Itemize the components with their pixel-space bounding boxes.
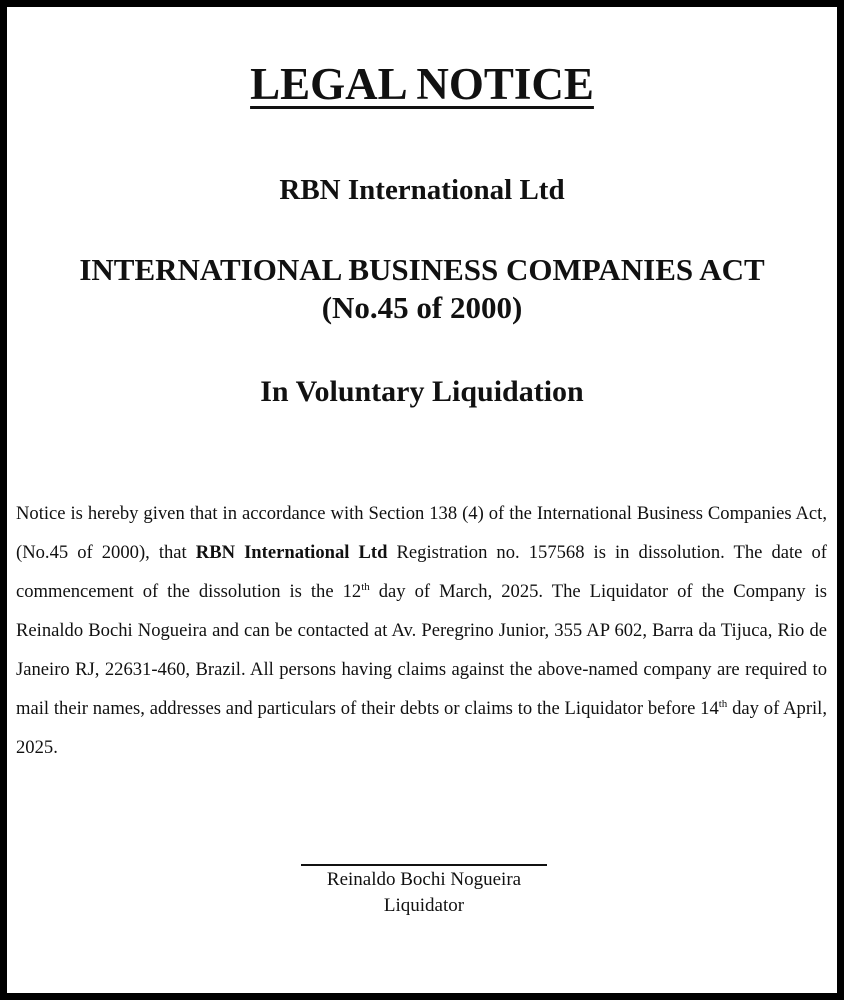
body-text-part1: Notice is hereby given that in accordance with Section 138 (4) of the International Business Companies Act, (No.45 of 2000), that — [16, 503, 827, 563]
company-name: RBN International Ltd — [279, 174, 565, 206]
signatory-role: Liquidator — [383, 895, 465, 916]
body-text-part4: day of April, 2025. — [16, 698, 827, 758]
act-heading-line1: INTERNATIONAL BUSINESS COMPANIES ACT — [79, 252, 765, 287]
signature-line — [301, 864, 547, 866]
act-heading — [7, 251, 837, 327]
ordinal-suffix-april: th — [718, 698, 728, 710]
notice-body-paragraph — [16, 494, 827, 767]
body-text-part3: day of March, 2025. The Liquidator of the Company is Reinaldo Bochi Nogueira and can be contacted at Av. Peregrino Junior, 355 AP 602, Barra da Tijuca, Rio de Janeiro RJ, 22631-460, Brazil. All persons having claims against the above-named company are required to mail their names, addresses and particulars of their debts or claims to the Liquidator before 14 — [16, 581, 827, 719]
ordinal-suffix-march: th — [361, 581, 370, 593]
liquidation-status: In Voluntary Liquidation — [260, 375, 584, 408]
signatory-name: Reinaldo Bochi Nogueira — [326, 869, 522, 890]
body-text-part2: Registration no. 157568 is in dissolution. The date of commencement of the dissolution is the 12 — [16, 542, 827, 602]
act-heading-line2: (No.45 of 2000) — [321, 290, 523, 325]
body-company-name: RBN International Ltd — [195, 542, 388, 563]
notice-title-block — [7, 57, 837, 111]
notice-title: LEGAL NOTICE — [250, 59, 594, 109]
